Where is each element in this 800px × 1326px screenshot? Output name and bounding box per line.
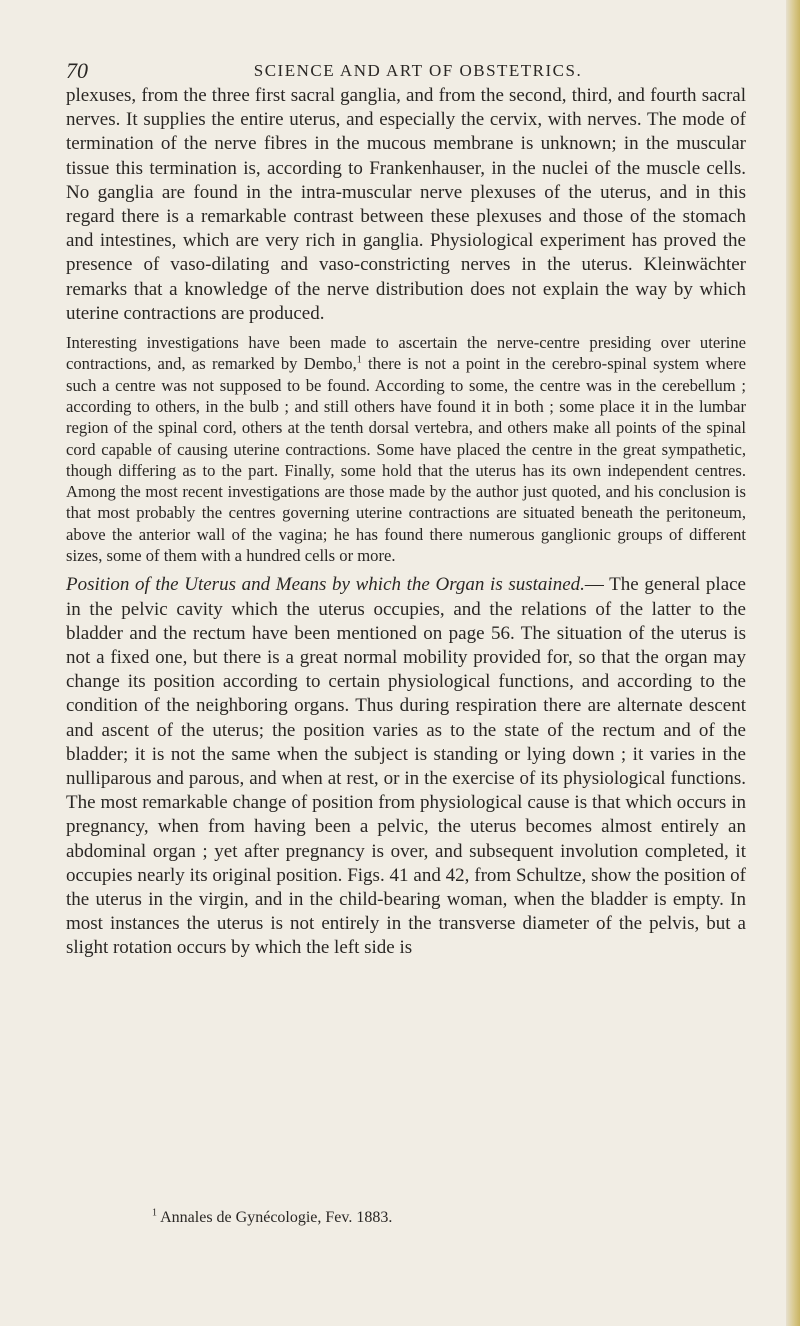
body-text bbox=[66, 84, 746, 961]
footnote-mark: 1 bbox=[152, 1207, 157, 1219]
footnote bbox=[152, 1208, 712, 1228]
paragraph-text: — The general place in the pelvic cavity which the uterus occupies, and the relations of the latter to the bladder and the rectum have been mentioned on page 56. The situation of the uterus is not a fixed one, but there is a great normal mobility provided for, so that the organ may change its position according to certain physiological functions, and according to the condition of the neighboring organs. Thus during respiration there are alternate descent and ascent of the uterus; the position varies as to the state of the rectum and of the bladder; it is not the same when the subject is standing or lying down ; it varies in the nulliparous and parous, and when at rest, or in the exercise of its physiological functions. The most remarkable change of position from physiological cause is that which occurs in pregnancy, when from having been a pelvic, the uterus becomes almost entirely an abdominal organ ; yet after pregnancy is over, and subsequent involution completed, it occupies nearly its original position. Figs. 41 and 42, from Schultze, show the position of the uterus in the virgin, and in the child-bearing woman, when the bladder is empty. In most instances the uterus is not entirely in the transverse diameter of the pelvis, but a slight rotation occurs by which the left side is bbox=[66, 574, 746, 959]
page-number: 70 bbox=[66, 58, 88, 83]
footnote-reference: 1 bbox=[356, 354, 362, 366]
paragraph-nerve-centre bbox=[66, 332, 746, 566]
running-head: SCIENCE AND ART OF OBSTETRICS. bbox=[253, 61, 583, 80]
page-edge bbox=[786, 0, 800, 1326]
paragraph-nerve-supply: plexuses, from the three first sacral ganglia, and from the second, third, and fourth sacral nerves. It supplies the entire uterus, and especially the cervix, with nerves. The mode of termination of the nerve fibres in the mucous membrane is unknown; in the muscular tissue this termination is, according to Frankenhauser, in the nuclei of the muscle cells. No ganglia are found in the intra-muscular nerve plexuses of the uterus, and in this regard there is a remarkable contrast between these plexuses and those of the stomach and intestines, which are very rich in ganglia. Physiological experiment has proved the presence of vaso-dilating and vaso-constricting nerves in the uterus. Kleinwächter remarks that a knowledge of the nerve distribution does not explain the way by which uterine contractions are produced. bbox=[66, 85, 746, 324]
paragraph-uterus-position bbox=[66, 573, 746, 960]
paragraph-text: there is not a point in the cerebro-spinal system where such a centre was not supposed to be found. According to some, the centre was in the cerebellum ; according to others, in the bulb ; and still others have found it in both ; some place it in the lumbar region of the spinal cord, others at the tenth dorsal vertebra, and others make all points of the spinal cord capable of causing uterine contractions. Some have placed the centre in the great sympathetic, though differing as to the part. Finally, some hold that the uterus has its own independent centres. Among the most recent investigations are those made by the author just quoted, and his conclusion is that most probably the centres governing uterine contractions are situated beneath the peritoneum, above the anterior wall of the vagina; he has found there numerous ganglionic groups of different sizes, some of them with a hundred cells or more. bbox=[66, 354, 746, 565]
section-heading: Position of the Uterus and Means by which the Organ is sustained. bbox=[66, 574, 585, 596]
paragraph-text: Interesting investigations have been made to ascertain the nerve-centre presiding over uterine contractions, and, as remarked by Dembo, bbox=[66, 333, 746, 374]
footnote-text: Annales de Gynécologie, Fev. 1883. bbox=[160, 1209, 393, 1226]
